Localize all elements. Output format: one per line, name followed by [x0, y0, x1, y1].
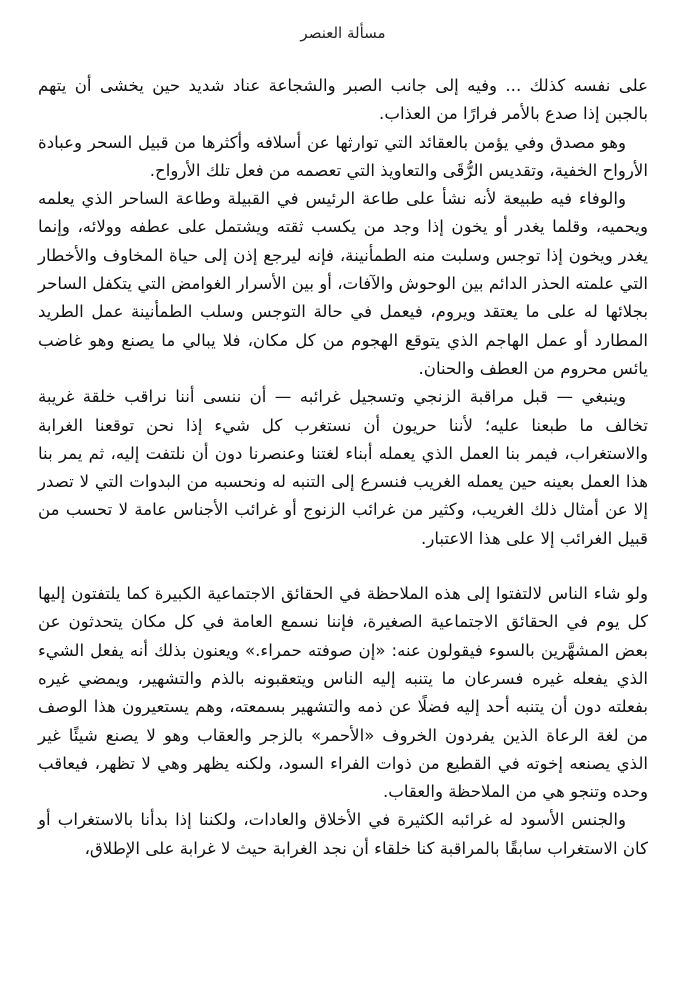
paragraph-loyalty: والوفاء فيه طبيعة لأنه نشأ على طاعة الرئيس في القبيلة وطاعة الساحر الذي يعلمه ويحميه، وقلما يغدر أو يخون إذا وجد من يكسب ثقته ويشتمل على عطفه وولائه، وإنما يغدر ويخون إذا توجس وسلبت منه الطمأنينة، فإنه ليرجع إذن إلى حياة المخاوف والأخطار التي علمته الحذر الدائم بين الوحوش والآفات، أو بين الأسرار الغوامض التي يتكفل الساحر بجلائها له على ما يعتقد ويروم، فيعمل في حالة التوجس وسلب الطمأنينة عمل الطريد المطارد أو عمل الهاجم الذي يتوقع الهجوم من كل مكان، فلا يبالي ما يصنع وهو غاضب يائس محروم من العطف والحنان. [38, 189, 648, 378]
page-body [38, 72, 648, 863]
paragraph-observation: وينبغي — قبل مراقبة الزنجي وتسجيل غرائبه — أن ننسى أننا نراقب خلقة غريبة تخالف ما طبعنا عليه؛ لأننا حريون أن نستغرب كل شيء إذا نحن توقعنا الغرابة والاستغراب، فيمر بنا العمل الذي يعمله أبناء لغتنا وعنصرنا دون أن نلتفت إليه، ثم يمر بنا هذا العمل بعينه حين يعمله الغريب فنسرع إلى التنبه له ونحسبه من البدوات التي لا تصدر إلا عن أمثال ذلك الغريب، وكثير من غرائب الزنوج أو غرائب الأجناس عامة لا تحسب من قبيل الغرائب إلا على هذا الاعتبار. [38, 387, 648, 548]
paragraph-continuation: على نفسه كذلك ... وفيه إلى جانب الصبر والشجاعة عناد شديد حين يخشى أن يتهم بالجبن إذا صدع بالأمر فرارًا من العذاب. [38, 76, 648, 124]
paragraph-red-fleece: ولو شاء الناس لالتفتوا إلى هذه الملاحظة في الحقائق الاجتماعية الكبيرة كما يلتفتون إليها كل يوم في الحقائق الاجتماعية الصغيرة، فإننا نسمع العامة في كل مكان يتحدثون عن بعض المشهَّرين بالسوء فيقولون عنه: «إن صوفته حمراء.» ويعنون بذلك أنه يفعل الشيء الذي يفعله غيره فسرعان ما يتنبه إليه الناس ويتعقبونه بالذم والتشهير، ويمضي غيره بفعلته دون أن يتنبه أحد إليه فضلًا عن ذمه والتشهير بسمعته، وهم يستعيرون هذا الوصف من لغة الرعاة الذين يفردون الخروف «الأحمر» بالزجر والعقاب وهو لا يصنع شيئًا غير الذي يصنعه إخوته في القطيع من ذوات الفراء السود، ولكنه يظهر وهي لا تظهر، فيعاقب وحده وتنجو هي من الملاحظة والعقاب. [38, 584, 648, 802]
running-header: مسألة العنصر [300, 24, 386, 42]
paragraph-beliefs: وهو مصدق وفي يؤمن بالعقائد التي توارثها عن أسلافه وأكثرها من قبيل السحر وعبادة الأرواح الخفية، وتقديس الرُّقَى والتعاويذ التي تعصمه من فعل تلك الأرواح. [38, 132, 648, 180]
paragraph-black-race: والجنس الأسود له غرائبه الكثيرة في الأخلاق والعادات، ولكننا إذا بدأنا بالاستغراب أو كان الاستغراب سابقًا بالمراقبة كنا خلقاء أن نجد الغرابة حيث لا غرابة على الإطلاق، [38, 810, 648, 858]
